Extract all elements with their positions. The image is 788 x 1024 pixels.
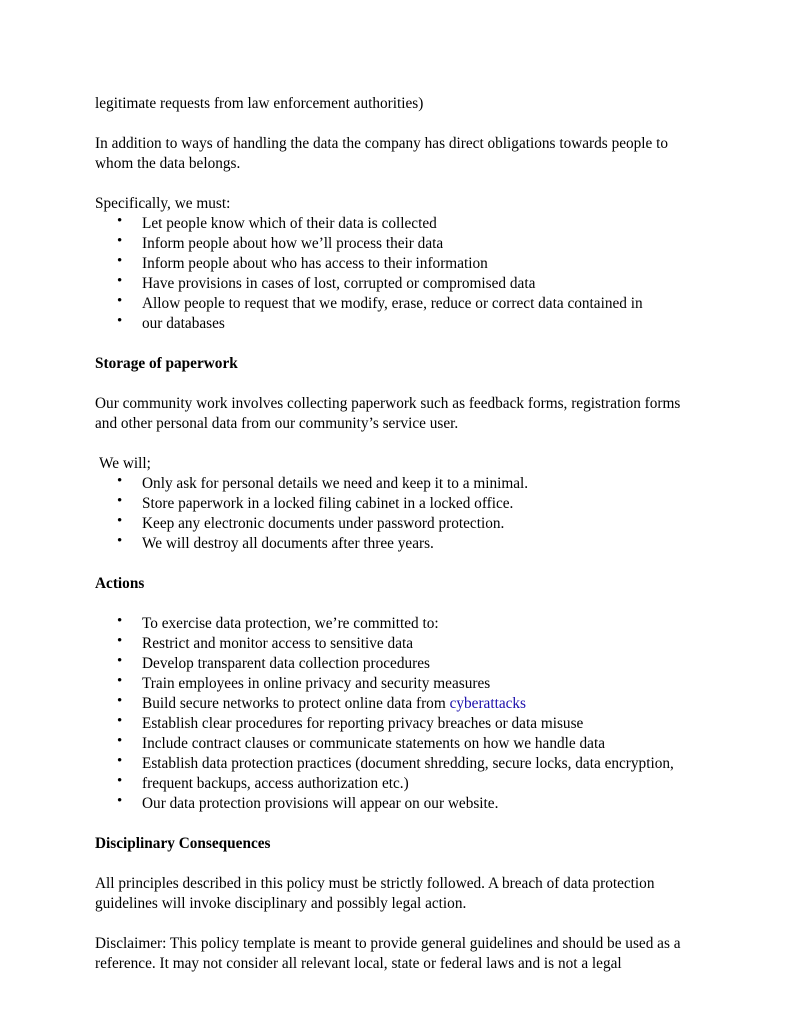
list-item: • Let people know which of their data is collected	[95, 214, 705, 234]
list-item-networks	[95, 694, 705, 714]
list-item: • Train employees in online privacy and security measures	[95, 674, 705, 694]
heading-storage: Storage of paperwork	[95, 355, 238, 372]
list-item: • Inform people about how we’ll process their data	[95, 234, 705, 254]
list-item: • Develop transparent data collection procedures	[95, 654, 705, 674]
list-item: • Allow people to request that we modify, erase, reduce or correct data contained in	[95, 294, 705, 314]
list-item: • Inform people about who has access to their information	[95, 254, 705, 274]
storage-list	[95, 474, 705, 554]
paragraph-we-will: We will;	[99, 455, 151, 472]
list-item: • our databases	[95, 314, 705, 334]
paragraph-principles: All principles described in this policy must be strictly followed. A breach of data protection guidelines will invoke disciplinary and possibly legal action.	[95, 875, 655, 912]
list-item: • Restrict and monitor access to sensitive data	[95, 634, 705, 654]
paragraph-law-enforcement: legitimate requests from law enforcement authorities)	[95, 95, 424, 112]
list-item: • Keep any electronic documents under password protection.	[95, 514, 705, 534]
list-item: • We will destroy all documents after three years.	[95, 534, 705, 554]
list-item: • Store paperwork in a locked filing cabinet in a locked office.	[95, 494, 705, 514]
heading-disciplinary: Disciplinary Consequences	[95, 835, 271, 852]
list-item: • Include contract clauses or communicate statements on how we handle data	[95, 734, 705, 754]
obligations-list	[95, 214, 705, 334]
list-item: • Have provisions in cases of lost, corrupted or compromised data	[95, 274, 705, 294]
list-item: • Establish clear procedures for reporting privacy breaches or data misuse	[95, 714, 705, 734]
document-body	[95, 94, 705, 974]
paragraph-obligations: In addition to ways of handling the data the company has direct obligations towards people to whom the data belongs.	[95, 135, 669, 172]
heading-actions: Actions	[95, 575, 145, 592]
paragraph-community-work: Our community work involves collecting paperwork such as feedback forms, registration forms and other personal data from our community’s service user.	[95, 395, 681, 432]
actions-list	[95, 614, 705, 814]
paragraph-disclaimer: Disclaimer: This policy template is meant to provide general guidelines and should be used as a reference. It may not consider all relevant local, state or federal laws and is not a legal	[95, 935, 681, 972]
cyberattacks-link[interactable]: cyberattacks	[449, 695, 527, 712]
list-item: • Establish data protection practices (document shredding, secure locks, data encryption,	[95, 754, 705, 774]
list-item: • Our data protection provisions will appear on our website.	[95, 794, 705, 814]
list-item: • Only ask for personal details we need and keep it to a minimal.	[95, 474, 705, 494]
list-item: • frequent backups, access authorization etc.)	[95, 774, 705, 794]
paragraph-specifically: Specifically, we must:	[95, 195, 231, 212]
list-item-text: Build secure networks to protect online data from	[142, 695, 450, 712]
list-item: • To exercise data protection, we’re committed to:	[95, 614, 705, 634]
